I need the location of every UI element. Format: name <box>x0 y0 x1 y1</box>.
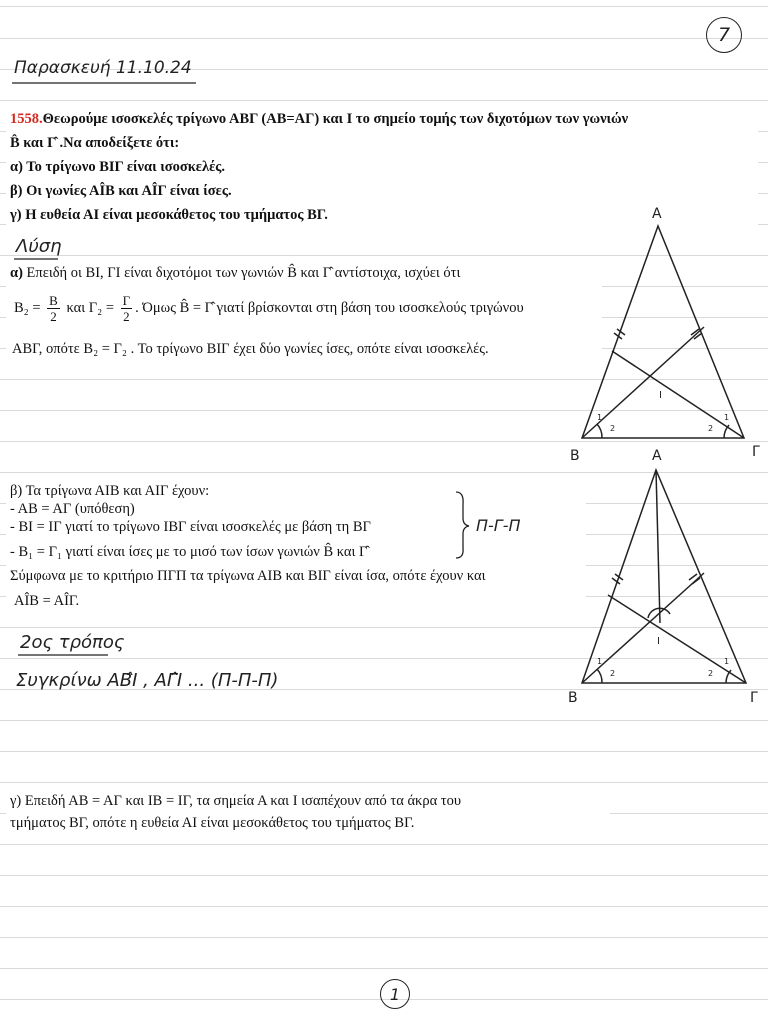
answer-a-label: α) <box>10 265 23 281</box>
exercise-part-b: β) Οι γωνίες ΑÎΒ και ΑÎΓ είναι ίσες. <box>10 183 232 199</box>
answer-b-item-2: - ΒΙ = ΙΓ γιατί το τρίγωνο ΙΒΓ είναι ισοσκελές με βάση τη ΒΓ <box>10 519 371 535</box>
g2-lhs: Γ₂ = <box>88 299 115 316</box>
date-underline <box>10 80 200 86</box>
answer-c-line-2: τμήματος ΒΓ, οπότε η ευθεία ΑΙ είναι μεσοκάθετος του τμήματος ΒΓ. <box>10 815 415 831</box>
answer-a-line-2 <box>14 293 524 324</box>
answer-a-text-3: ΑΒΓ, οπότε B₂ = Γ₂ . Το τρίγωνο ΒΙΓ έχει δύο γωνίες ίσες, οπότε είναι ισοσκελές. <box>12 341 489 357</box>
fig2-angle-g1: 1 <box>724 657 730 666</box>
page-number-top: 7 <box>717 24 731 46</box>
fig2-angle-b2: 2 <box>610 669 616 678</box>
date-note: Παρασκευή 11.10.24 <box>14 58 192 78</box>
fig1-angle-b2: 2 <box>610 424 616 433</box>
b2-fraction <box>47 293 60 324</box>
and-word: και <box>66 299 86 316</box>
page-number-top-badge <box>706 17 742 53</box>
exercise-part-c: γ) Η ευθεία ΑΙ είναι μεσοκάθετος του τμήματος ΒΓ. <box>10 207 328 223</box>
answer-a-line-1 <box>10 264 460 283</box>
exercise-statement-1: Θεωρούμε ισοσκελές τρίγωνο ΑΒΓ (ΑΒ=ΑΓ) και Ι το σημείο τομής των διχοτόμων των γωνιών <box>42 111 629 127</box>
fig2-label-b: B <box>568 690 578 706</box>
second-method-heading: 2ος τρόπος <box>20 632 125 653</box>
fig1-label-g: Γ <box>752 444 760 460</box>
answer-b-item-1: - ΑΒ = ΑΓ (υπόθεση) <box>10 501 135 517</box>
solution-heading: Λύση <box>16 236 62 257</box>
fig1-angle-g1: 1 <box>724 413 730 422</box>
exercise-line-1 <box>10 110 628 129</box>
answer-a-text-2: . Όμως B̂ = Γ̂ γιατί βρίσκονται στη βάση του ισοσκελούς τριγώνου <box>135 299 524 316</box>
answer-b-final: ΑÎΒ = ΑÎΓ. <box>14 593 80 609</box>
answer-c-line-1: γ) Επειδή ΑΒ = ΑΓ και ΙΒ = ΙΓ, τα σημεία Α και Ι ισαπέχουν από τα άκρα του <box>10 793 462 809</box>
fig2-angle-b1: 1 <box>597 657 603 666</box>
fig2-label-i: I <box>657 636 660 647</box>
answer-b-conclusion: Σύμφωνα με το κριτήριο ΠΓΠ τα τρίγωνα ΑΙΒ και ΒΙΓ είναι ίσα, οπότε έχουν και <box>10 568 486 584</box>
fig1-angle-g2: 2 <box>708 424 714 433</box>
g2-numerator: Γ <box>122 293 131 308</box>
answer-a-text-1: Επειδή οι ΒΙ, ΓΙ είναι διχοτόμοι των γωνιών B̂ και Γ̂ αντίστοιχα, ισχύει ότι <box>26 265 461 281</box>
b2-lhs: B₂ = <box>14 299 41 316</box>
brace-mark <box>452 490 472 560</box>
fig1-label-b: B <box>570 448 580 464</box>
g2-denominator: 2 <box>123 309 130 324</box>
triangle-figure-2 <box>566 446 768 708</box>
g2-fraction <box>121 293 133 324</box>
answer-b-line-1: β) Τα τρίγωνα ΑΙΒ και ΑΙΓ έχουν: <box>10 483 210 499</box>
fig1-label-i: I <box>659 390 662 401</box>
fig2-label-g: Γ <box>750 690 758 706</box>
page-number-bottom-badge <box>380 979 410 1009</box>
fig1-angle-b1: 1 <box>597 413 603 422</box>
triangle-figure-1 <box>568 198 768 468</box>
criterion-note: Π-Γ-Π <box>476 516 521 535</box>
exercise-statement-2: B̂ και Γ̂ .Να αποδείξετε ότι: <box>10 135 180 151</box>
exercise-part-a: α) Το τρίγωνο ΒΙΓ είναι ισοσκελές. <box>10 159 226 175</box>
fig2-angle-g2: 2 <box>708 669 714 678</box>
second-method-line: Συγκρίνω ΑΒ̂Ι , ΑΓ̂Ι ... (Π-Π-Π) <box>16 670 279 691</box>
fig2-label-a: A <box>652 448 662 464</box>
fig1-label-a: A <box>652 206 662 222</box>
b2-denominator: 2 <box>50 309 57 324</box>
answer-b-item-3: - B₁ = Γ₁ γιατί είναι ίσες με το μισό των ίσων γωνιών B̂ και Γ̂ <box>10 544 368 560</box>
exercise-number: 1558. <box>10 111 43 127</box>
b2-numerator: B <box>49 293 58 308</box>
page-number-bottom: 1 <box>389 984 401 1004</box>
second-method-underline <box>16 652 112 658</box>
